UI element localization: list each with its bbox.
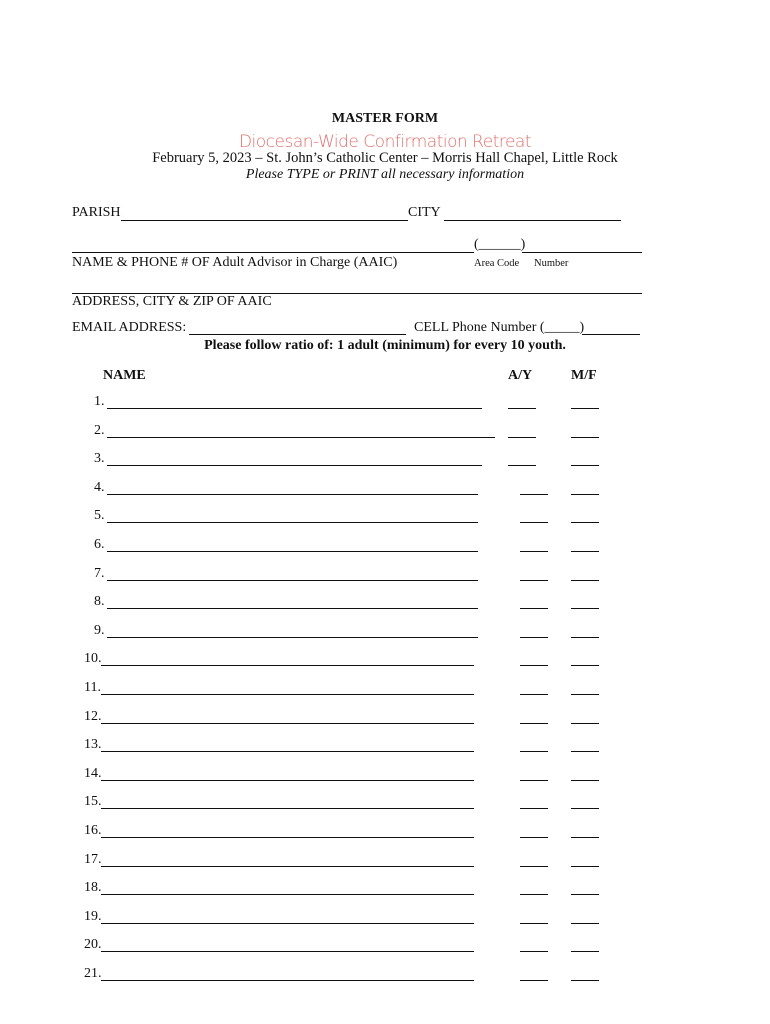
- attendee-name-field[interactable]: [107, 437, 495, 438]
- mf-column-header: M/F: [571, 368, 597, 383]
- event-subtitle: Diocesan-Wide Confirmation Retreat: [238, 132, 532, 152]
- row-number: 18.: [84, 880, 102, 896]
- form-title: MASTER FORM: [331, 111, 439, 126]
- row-number: 6.: [94, 537, 105, 552]
- adult-youth-field[interactable]: [520, 723, 548, 724]
- adult-youth-field[interactable]: [520, 894, 548, 895]
- row-number: 12.: [84, 708, 102, 724]
- adult-youth-field[interactable]: [520, 837, 548, 838]
- adult-youth-field[interactable]: [520, 923, 548, 924]
- gender-field[interactable]: [571, 751, 599, 752]
- name-column-header: NAME: [103, 368, 146, 383]
- gender-field[interactable]: [571, 522, 599, 523]
- attendee-name-field[interactable]: [101, 751, 474, 752]
- address-label: ADDRESS, CITY & ZIP OF AAIC: [72, 294, 272, 309]
- row-number: 8.: [94, 594, 105, 610]
- gender-field[interactable]: [571, 923, 599, 924]
- row-number: 3.: [94, 451, 105, 467]
- row-number: 15.: [84, 794, 102, 810]
- attendee-name-field[interactable]: [107, 608, 478, 609]
- row-number: 9.: [94, 622, 105, 638]
- ay-column-header: A/Y: [508, 368, 533, 383]
- gender-field[interactable]: [571, 837, 599, 838]
- adult-youth-field[interactable]: [520, 808, 548, 809]
- row-number: 4.: [94, 479, 105, 495]
- adult-youth-field[interactable]: [520, 580, 548, 581]
- attendee-name-field[interactable]: [107, 551, 478, 552]
- gender-field[interactable]: [571, 980, 599, 981]
- row-number: 19.: [84, 908, 102, 924]
- attendee-name-field[interactable]: [101, 951, 474, 952]
- cell-number-field[interactable]: [582, 334, 640, 335]
- row-number: 13.: [84, 737, 102, 753]
- row-number: 2.: [94, 422, 105, 438]
- attendee-name-field[interactable]: [101, 837, 474, 838]
- attendee-name-field[interactable]: [101, 723, 474, 724]
- gender-field[interactable]: [571, 894, 599, 895]
- aaic-name-field[interactable]: [72, 252, 474, 253]
- parish-field[interactable]: [121, 220, 408, 221]
- attendee-name-field[interactable]: [107, 522, 478, 523]
- adult-youth-field[interactable]: [520, 665, 548, 666]
- adult-youth-field[interactable]: [520, 522, 548, 523]
- attendee-name-field[interactable]: [101, 980, 474, 981]
- row-number: 14.: [84, 765, 102, 781]
- email-field[interactable]: [189, 334, 406, 335]
- attendee-name-field[interactable]: [101, 694, 474, 695]
- attendee-name-field[interactable]: [107, 465, 482, 466]
- attendee-name-field[interactable]: [101, 866, 474, 867]
- cell-label: CELL Phone Number (_____): [414, 320, 585, 335]
- adult-youth-field[interactable]: [520, 608, 548, 609]
- adult-youth-field[interactable]: [520, 951, 548, 952]
- gender-field[interactable]: [571, 780, 599, 781]
- adult-youth-field[interactable]: [508, 437, 536, 438]
- gender-field[interactable]: [571, 465, 599, 466]
- parish-label: PARISH: [72, 205, 121, 220]
- instructions: Please TYPE or PRINT all necessary information: [245, 167, 525, 182]
- adult-youth-field[interactable]: [520, 866, 548, 867]
- row-number: 10.: [84, 651, 102, 667]
- area-code-label: Area Code: [474, 258, 520, 269]
- gender-field[interactable]: [571, 637, 599, 638]
- gender-field[interactable]: [571, 551, 599, 552]
- attendee-name-field[interactable]: [107, 408, 482, 409]
- row-number: 21.: [84, 966, 102, 981]
- phone-number-field[interactable]: [522, 252, 642, 253]
- city-field[interactable]: [444, 220, 621, 221]
- attendee-name-field[interactable]: [101, 665, 474, 666]
- adult-youth-field[interactable]: [520, 751, 548, 752]
- gender-field[interactable]: [571, 437, 599, 438]
- gender-field[interactable]: [571, 408, 599, 409]
- row-number: 5.: [94, 508, 105, 524]
- adult-youth-field[interactable]: [508, 408, 536, 409]
- gender-field[interactable]: [571, 608, 599, 609]
- adult-youth-field[interactable]: [520, 780, 548, 781]
- city-label: CITY: [408, 205, 441, 220]
- adult-youth-field[interactable]: [520, 551, 548, 552]
- adult-youth-field[interactable]: [520, 694, 548, 695]
- gender-field[interactable]: [571, 808, 599, 809]
- ratio-note: Please follow ratio of: 1 adult (minimum) for every 10 youth.: [204, 338, 566, 353]
- gender-field[interactable]: [571, 665, 599, 666]
- attendee-name-field[interactable]: [107, 580, 478, 581]
- attendee-name-field[interactable]: [107, 494, 478, 495]
- gender-field[interactable]: [571, 494, 599, 495]
- gender-field[interactable]: [571, 694, 599, 695]
- attendee-name-field[interactable]: [101, 923, 474, 924]
- row-number: 16.: [84, 823, 102, 838]
- area-code-field[interactable]: (______): [474, 237, 526, 252]
- gender-field[interactable]: [571, 866, 599, 867]
- adult-youth-field[interactable]: [520, 980, 548, 981]
- row-number: 20.: [84, 937, 102, 953]
- attendee-name-field[interactable]: [101, 808, 474, 809]
- attendee-name-field[interactable]: [101, 780, 474, 781]
- attendee-name-field[interactable]: [107, 637, 478, 638]
- gender-field[interactable]: [571, 723, 599, 724]
- row-number: 7.: [94, 565, 105, 581]
- row-number: 11.: [84, 680, 101, 695]
- email-label: EMAIL ADDRESS:: [72, 320, 187, 335]
- row-number: 17.: [84, 851, 102, 867]
- number-label: Number: [534, 258, 569, 269]
- adult-youth-field[interactable]: [520, 494, 548, 495]
- aaic-label: NAME & PHONE # OF Adult Advisor in Charge (AAIC): [72, 255, 398, 270]
- gender-field[interactable]: [571, 951, 599, 952]
- row-number: 1.: [94, 394, 105, 409]
- gender-field[interactable]: [571, 580, 599, 581]
- adult-youth-field[interactable]: [508, 465, 536, 466]
- attendee-name-field[interactable]: [101, 894, 474, 895]
- adult-youth-field[interactable]: [520, 637, 548, 638]
- event-details: February 5, 2023 – St. John’s Catholic Center – Morris Hall Chapel, Little Rock: [152, 150, 618, 166]
